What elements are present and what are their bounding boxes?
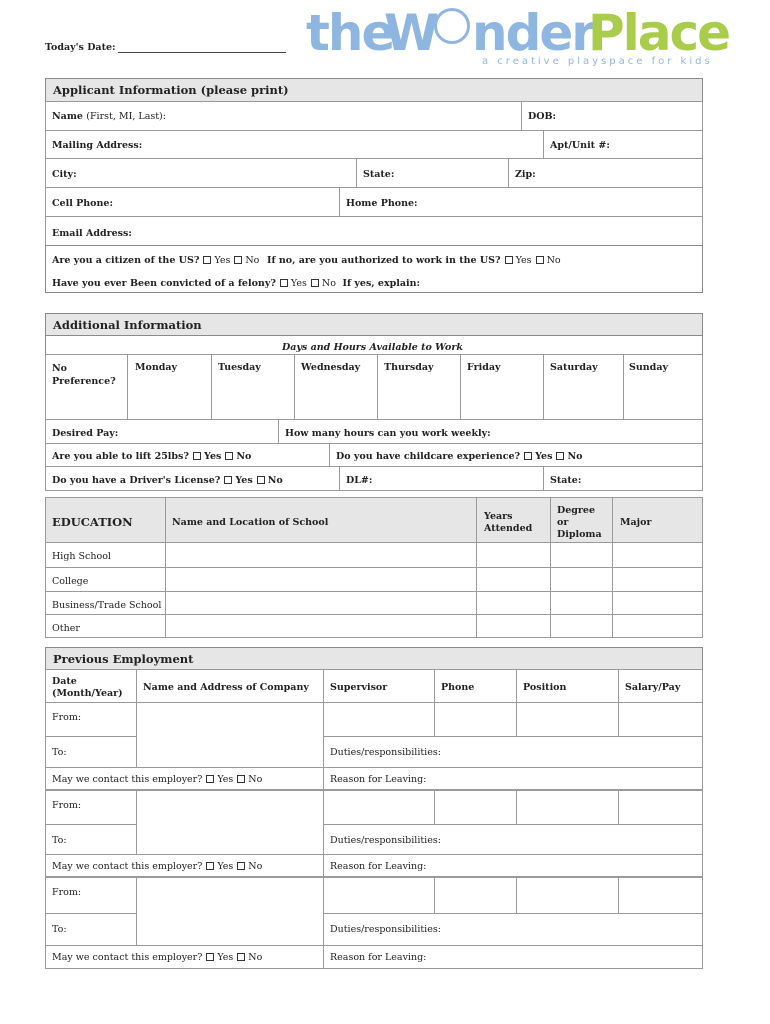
education-input-cell[interactable] [165,567,477,592]
childcare-no-checkbox[interactable] [556,452,564,460]
no-text: No [248,861,263,872]
desired-pay-label: Desired Pay: [52,428,119,439]
education-input-cell[interactable] [612,614,703,638]
contact-question-text: May we contact this employer? [52,861,203,872]
supervisor-field[interactable] [323,790,435,825]
felony-question: Have you ever Been convicted of a felony? Yes No If yes, explain: [52,278,421,289]
years-column-header: Years Attended [484,511,533,534]
from-label: From: [52,887,82,898]
education-input-cell[interactable] [165,614,477,638]
education-row-label: Other [52,623,80,634]
employment-section-header: Previous Employment [45,647,703,670]
mailing-address-label: Mailing Address: [52,140,143,151]
education-input-cell[interactable] [612,542,703,568]
to-label: To: [52,924,67,935]
education-input-cell[interactable] [550,614,613,638]
education-row-label: High School [52,551,111,562]
reason-leaving-label: Reason for Leaving: [330,774,427,785]
contact-employer-question [52,952,262,963]
logo-w: W [384,4,438,62]
day-label-monday: Monday [135,362,178,373]
education-input-cell[interactable] [550,542,613,568]
reason-leaving-label: Reason for Leaving: [330,861,427,872]
to-label: To: [52,835,67,846]
days-title: Days and Hours Available to Work [282,342,463,353]
additional-section-header: Additional Information [45,313,703,336]
childcare-yes-checkbox[interactable] [524,452,532,460]
duties-label: Duties/responsibilities: [330,835,441,846]
education-input-cell[interactable] [476,591,551,615]
day-label-sunday: Sunday [629,362,668,373]
education-row-label: College [52,576,89,587]
company-column-header: Name and Address of Company [143,682,309,693]
day-label-wednesday: Wednesday [301,362,361,373]
company-field[interactable] [136,702,324,768]
authorized-no-checkbox[interactable] [536,256,544,264]
no-text: No [248,952,263,963]
state-label: State: [363,169,395,180]
citizen-question: Are you a citizen of the US? Yes No [52,255,260,266]
day-label-tuesday: Tuesday [218,362,261,373]
position-field[interactable] [516,790,619,825]
to-label: To: [52,747,67,758]
home-phone-label: Home Phone: [346,198,418,209]
dl-state-label: State: [550,475,582,486]
no-text: No [248,774,263,785]
company-field[interactable] [136,877,324,946]
day-label-saturday: Saturday [550,362,598,373]
education-input-cell[interactable] [550,567,613,592]
duties-label: Duties/responsibilities: [330,747,441,758]
contact-no-checkbox[interactable] [237,862,245,870]
salary-field[interactable] [618,790,703,825]
lightbulb-icon [434,8,470,44]
education-input-cell[interactable] [165,542,477,568]
education-input-cell[interactable] [612,591,703,615]
education-input-cell[interactable] [165,591,477,615]
authorized-yes-checkbox[interactable] [505,256,513,264]
contact-question-text: May we contact this employer? [52,774,203,785]
childcare-question: Do you have childcare experience? Yes No [336,451,583,462]
degree-column-header: Degree or Diploma [557,505,602,540]
zip-field[interactable] [508,158,703,188]
position-field[interactable] [516,877,619,914]
lift-yes-checkbox[interactable] [193,452,201,460]
education-row-label: Business/Trade School [52,600,162,611]
day-label-nopref: No Preference? [52,363,116,387]
citizen-yes-checkbox[interactable] [203,256,211,264]
education-input-cell[interactable] [476,567,551,592]
logo-tagline: a creative playspace for kids [482,56,713,67]
education-input-cell[interactable] [550,591,613,615]
license-question: Do you have a Driver's License? Yes No [52,475,283,486]
contact-no-checkbox[interactable] [237,953,245,961]
from-label: From: [52,712,82,723]
todays-date-label: Today's Date: [45,42,116,53]
reason-leaving-label: Reason for Leaving: [330,952,427,963]
day-label-thursday: Thursday [384,362,434,373]
company-field[interactable] [136,790,324,855]
lift-no-checkbox[interactable] [225,452,233,460]
school-column-header: Name and Location of School [172,517,329,528]
supervisor-column-header: Supervisor [330,682,388,693]
contact-yes-checkbox[interactable] [206,953,214,961]
supervisor-field[interactable] [323,702,435,737]
phone-field[interactable] [434,790,517,825]
yes-text: Yes [217,861,234,872]
apt-unit-label: Apt/Unit #: [550,140,610,151]
education-input-cell[interactable] [612,567,703,592]
contact-question-text: May we contact this employer? [52,952,203,963]
dl-number-label: DL#: [346,475,373,486]
logo-the: the [306,4,394,62]
contact-employer-question [52,861,262,872]
major-column-header: Major [620,517,652,528]
from-label: From: [52,800,82,811]
applicant-section-header: Applicant Information (please print) [45,78,703,102]
license-yes-checkbox[interactable] [224,476,232,484]
contact-yes-checkbox[interactable] [206,775,214,783]
phone-field[interactable] [434,877,517,914]
felony-yes-checkbox[interactable] [280,279,288,287]
education-title: EDUCATION [52,515,133,529]
date-column-header: Date (Month/Year) [52,676,123,699]
education-input-cell[interactable] [476,542,551,568]
day-label-friday: Friday [467,362,501,373]
city-field[interactable] [45,158,357,188]
felony-no-checkbox[interactable] [311,279,319,287]
position-column-header: Position [523,682,567,693]
yes-text: Yes [217,952,234,963]
contact-no-checkbox[interactable] [237,775,245,783]
name-label: Name (First, MI, Last): [52,111,166,122]
email-field[interactable] [45,216,703,246]
logo-place: Place [588,4,730,62]
contact-employer-question [52,774,262,785]
hours-weekly-label: How many hours can you work weekly: [285,428,491,439]
duties-label: Duties/responsibilities: [330,924,441,935]
citizen-no-checkbox[interactable] [234,256,242,264]
salary-column-header: Salary/Pay [625,682,681,693]
todays-date-line[interactable] [118,52,286,53]
salary-field[interactable] [618,702,703,737]
zip-label: Zip: [515,169,536,180]
contact-yes-checkbox[interactable] [206,862,214,870]
license-no-checkbox[interactable] [257,476,265,484]
yes-text: Yes [217,774,234,785]
logo-nder: nder [472,4,594,62]
phone-field[interactable] [434,702,517,737]
position-field[interactable] [516,702,619,737]
salary-field[interactable] [618,877,703,914]
dob-label: DOB: [528,111,557,122]
authorized-question: If no, are you authorized to work in the US? Yes No [267,255,561,266]
lift-question: Are you able to lift 25lbs? Yes No [52,451,252,462]
city-label: City: [52,169,77,180]
supervisor-field[interactable] [323,877,435,914]
phone-column-header: Phone [441,682,475,693]
cell-phone-label: Cell Phone: [52,198,113,209]
education-input-cell[interactable] [476,614,551,638]
email-label: Email Address: [52,228,132,239]
